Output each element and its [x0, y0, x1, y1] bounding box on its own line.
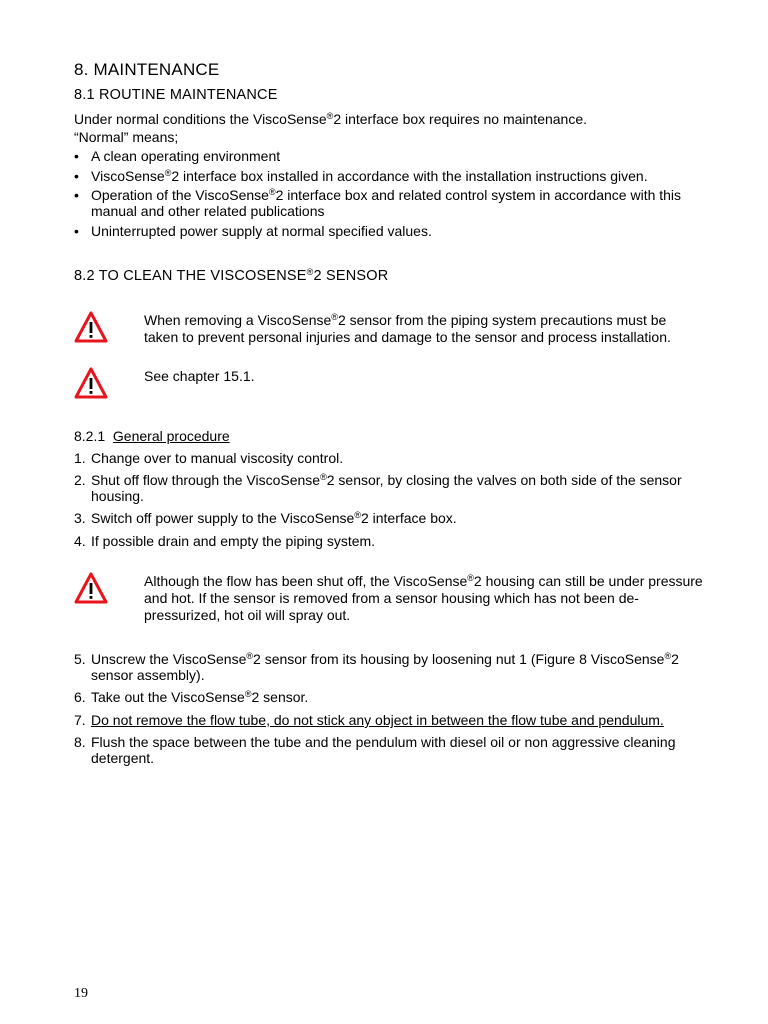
- section-title: 8. MAINTENANCE: [74, 60, 220, 79]
- routine-intro: Under normal conditions the ViscoSense®2 interface box requires no maintenance.: [74, 111, 588, 127]
- list-item: • A clean operating environment: [74, 148, 281, 164]
- list-item: 8. Flush the space between the tube and the pendulum with diesel oil or non aggressive cleaning detergent.: [74, 734, 676, 766]
- list-item: 5. Unscrew the ViscoSense®2 sensor from its housing by loosening nut 1 (Figure 8 ViscoSense®2 sensor assembly).: [74, 651, 679, 683]
- list-item: 2. Shut off flow through the ViscoSense®2 sensor, by closing the valves on both side of the sensor housing.: [74, 472, 682, 504]
- warning-text-removal: When removing a ViscoSense®2 sensor from the piping system precautions must be taken to prevent personal injuries and damage to the sensor and process installation.: [144, 312, 671, 345]
- procedure-heading: 8.2.1 General procedure: [74, 428, 230, 444]
- warning-text-chapter: See chapter 15.1.: [144, 368, 255, 384]
- page-number: 19: [74, 986, 88, 1001]
- warning-icon: [74, 367, 108, 399]
- normal-means: “Normal” means;: [74, 129, 179, 145]
- list-item: 4. If possible drain and empty the piping system.: [74, 533, 376, 549]
- warning-text-pressure: Although the flow has been shut off, the ViscoSense®2 housing can still be under pressure and hot. If the sensor is removed from a sensor housing which has not been de-pressurized, hot oil will spray out.: [144, 573, 703, 623]
- warning-icon: [74, 572, 108, 604]
- warning-icon: [74, 311, 108, 343]
- routine-maintenance-heading: 8.1 ROUTINE MAINTENANCE: [74, 87, 278, 103]
- list-item: 1. Change over to manual viscosity control.: [74, 450, 344, 466]
- list-item: • Operation of the ViscoSense®2 interface box and related control system in accordance with this manual and other related publications: [74, 187, 682, 219]
- list-item: • ViscoSense®2 interface box installed in accordance with the installation instructions given.: [74, 168, 648, 184]
- clean-sensor-heading: 8.2 TO CLEAN THE VISCOSENSE®2 SENSOR: [74, 267, 389, 284]
- list-item: 7. Do not remove the flow tube, do not stick any object in between the flow tube and pendulum.: [74, 712, 664, 728]
- list-item: • Uninterrupted power supply at normal specified values.: [74, 223, 432, 239]
- list-item: 6. Take out the ViscoSense®2 sensor.: [74, 689, 309, 705]
- list-item: 3. Switch off power supply to the ViscoSense®2 interface box.: [74, 510, 457, 526]
